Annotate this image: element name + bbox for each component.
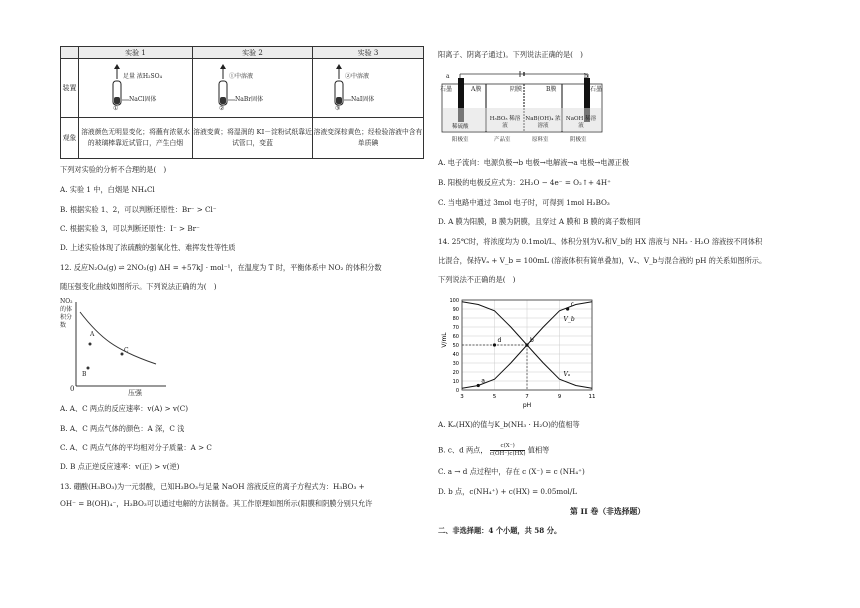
x-tick-label: 7 xyxy=(525,394,529,400)
y-tick-label: 80 xyxy=(452,316,459,322)
graphite-left: 石墨 xyxy=(440,86,453,93)
observation-3: 溶液变深棕黄色；经检验溶液中含有单质碘 xyxy=(313,118,424,159)
y-tick-label: 40 xyxy=(452,352,459,358)
q13-stem-line3: 阳离子、阴离子通过)。下列说法正确的是( ) xyxy=(438,50,583,59)
tube-num-1: ① xyxy=(113,105,119,112)
q12-xlabel: 压强 xyxy=(128,389,142,397)
solution-1: 稀硫酸 xyxy=(452,124,469,130)
solution-2: H₃BO₃ 稀溶液 xyxy=(489,116,521,129)
solution-3: NaB(OH)₄ 浓溶液 xyxy=(525,116,561,129)
q14-fraction xyxy=(490,443,526,458)
test-tube-icon xyxy=(79,59,192,115)
y-tick-label: 70 xyxy=(452,325,459,331)
q12-option-a: A. A、C 两点的反应速率：v(A) > v(C) xyxy=(60,404,189,413)
q12-point-b: B xyxy=(82,371,87,378)
solid-3: NaI固体 xyxy=(351,96,375,103)
q14-stem-line2: 比混合，保持Vₐ + V_b = 100mL (溶液体积有简单叠加)，Vₐ、V_b与混合液的 pH 的关系如图所示。 xyxy=(438,256,767,265)
y-axis-label: V/mL xyxy=(441,332,448,348)
data-point xyxy=(525,343,528,346)
series-label: V_b xyxy=(563,315,575,323)
data-point xyxy=(566,307,569,310)
q14-stem-line1: 14. 25℃时，将浓度均为 0.1mol/L、体积分别为Vₐ和V_b的 HX 溶液与 NH₃ · H₂O 溶液按不同体积 xyxy=(438,237,763,246)
test-tube-icon xyxy=(313,59,423,115)
y-tick-label: 0 xyxy=(455,388,459,394)
q13-option-c: C. 当电路中通过 3mol 电子时，可得到 1mol H₃BO₃ xyxy=(438,198,610,207)
q11-option-a: A. 实验 1 中，白烟是 NH₄Cl xyxy=(60,185,155,194)
y-tick-label: 50 xyxy=(452,343,459,349)
q14-option-d: D. b 点，c(NH₄⁺) + c(HX) = 0.05mol/L xyxy=(438,487,578,496)
membrane-anion: 阴膜 xyxy=(510,86,523,93)
q12-origin: 0 xyxy=(70,385,75,393)
reagent-3: ②中溶液 xyxy=(345,73,370,80)
room-anode: 阳极室 xyxy=(452,137,469,143)
q12-option-c: C. A、C 两点气体的平均相对分子质量：A > C xyxy=(60,443,212,452)
fraction-denominator: c(OH⁻)c(HX) xyxy=(489,451,526,457)
q12-point-a: A xyxy=(90,331,95,338)
part2-title: 第 II 卷（非选择题） xyxy=(570,507,646,516)
room-cathode: 阴极室 xyxy=(570,137,587,143)
tube-num-2: ② xyxy=(219,105,225,112)
part2-description: 二、非选择题：4 个小题，共 58 分。 xyxy=(438,526,562,535)
data-point xyxy=(477,384,480,387)
q12-option-b: B. A、C 两点气体的颜色：A 深，C 浅 xyxy=(60,424,185,433)
solution-4: NaOH 稀溶液 xyxy=(565,116,597,129)
y-tick-label: 100 xyxy=(449,298,459,304)
series-label: Vₐ xyxy=(563,371,571,379)
header-exp2: 实验 2 xyxy=(193,47,313,59)
q12-ylabel: NO₂的体积分数 xyxy=(60,298,73,329)
q14-option-c: C. a → d 点过程中，存在 c (X⁻) = c (NH₄⁺) xyxy=(438,467,585,476)
membrane-b: B膜 xyxy=(546,86,557,93)
electrode-b-label: b xyxy=(584,73,588,80)
reagent-2: ①中溶液 xyxy=(229,73,254,80)
q13-option-d: D. A 膜为阳膜，B 膜为阴膜，且穿过 A 膜和 B 膜的离子数相同 xyxy=(438,217,641,226)
room-feed: 原料室 xyxy=(532,137,549,143)
apparatus-2 xyxy=(193,59,313,118)
q14-option-b-prefix: B. c、d 两点， xyxy=(438,445,488,455)
electrolysis-cell-diagram xyxy=(438,70,608,145)
q11-option-c: C. 根据实验 3，可以判断还原性：I⁻ > Br⁻ xyxy=(60,224,200,233)
apparatus-1 xyxy=(79,59,193,118)
experiment-table xyxy=(60,46,424,159)
test-tube-icon xyxy=(193,59,312,115)
data-point xyxy=(493,343,496,346)
x-axis-label: pH xyxy=(522,402,532,409)
y-tick-label: 30 xyxy=(452,361,459,367)
q12-point-c: C xyxy=(124,347,129,354)
solid-2: NaBr固体 xyxy=(235,96,264,103)
point-label: b xyxy=(530,337,534,344)
row-label-observation: 观象 xyxy=(61,118,79,159)
x-tick-label: 9 xyxy=(557,394,562,400)
q13-option-b: B. 阳极的电极反应式为：2H₂O − 4e⁻ = O₂↑+ 4H⁺ xyxy=(438,178,611,187)
q11-option-d: D. 上述实验体现了浓硫酸的强氧化性、难挥发性等性质 xyxy=(60,243,236,252)
x-tick-label: 3 xyxy=(460,394,464,400)
table-corner xyxy=(61,47,79,59)
apparatus-3 xyxy=(313,59,424,118)
q14-option-b xyxy=(438,443,549,458)
observation-1: 溶液颜色无明显变化；将蘸有浓氨水的玻璃棒靠近试管口，产生白烟 xyxy=(79,118,193,159)
y-tick-label: 20 xyxy=(452,370,459,376)
q13-stem-line2: OH⁻ = B(OH)₄⁻，H₃BO₃可以通过电解的方法制备。其工作原理如图所示(阳膜和阴膜分别只允许 xyxy=(60,499,373,508)
tube-num-3: ③ xyxy=(335,105,341,112)
point-label: c xyxy=(570,301,574,308)
q11-option-b: B. 根据实验 1、2，可以判断还原性：Br⁻ > Cl⁻ xyxy=(60,205,217,214)
solid-1: NaCl固体 xyxy=(129,96,157,103)
graphite-right: 石墨 xyxy=(590,86,603,93)
q14-stem-line3: 下列说法不正确的是( ) xyxy=(438,275,516,284)
reagent-1: 足量 浓H₂SO₄ xyxy=(123,73,162,80)
q11-stem: 下列对实验的分析不合理的是( ) xyxy=(60,165,167,174)
q14-ph-volume-chart xyxy=(438,292,608,414)
q13-stem-line1: 13. 硼酸(H₃BO₃)为一元弱酸，已知H₃BO₃与足量 NaOH 溶液反应的离子方程式为：H₃BO₃ + xyxy=(60,482,365,491)
header-exp1: 实验 1 xyxy=(79,47,193,59)
q14-option-a: A. Kₐ(HX)的值与K_b(NH₃ · H₂O)的值相等 xyxy=(438,420,580,429)
q12-stem-line2: 随压强变化曲线如图所示。下列说法正确的为( ) xyxy=(60,282,217,291)
q13-option-a: A. 电子流向：电源负极→b 电极→电解液→a 电极→电源正极 xyxy=(438,158,630,167)
q12-option-d: D. B 点正逆反应速率：v(正) > v(逆) xyxy=(60,462,180,471)
x-tick-label: 5 xyxy=(492,394,497,400)
electrode-a-label: a xyxy=(446,73,450,80)
room-product: 产品室 xyxy=(494,137,511,143)
membrane-a: A膜 xyxy=(471,86,482,93)
y-tick-label: 60 xyxy=(452,334,459,340)
point-label: a xyxy=(481,377,485,385)
q14-option-b-suffix: 值相等 xyxy=(527,445,550,455)
fraction-numerator: c(X⁻) xyxy=(490,443,526,451)
x-tick-label: 11 xyxy=(588,394,596,400)
q12-stem-line1: 12. 反应N₂O₄(g) ⇌ 2NO₂(g) ΔH = +57kJ · mol⁻¹，在温度为 T 时，平衡体系中 NO₂ 的体积分数 xyxy=(60,263,382,272)
header-exp3: 实验 3 xyxy=(313,47,424,59)
y-tick-label: 10 xyxy=(452,379,459,385)
point-label: d xyxy=(497,337,502,344)
y-tick-label: 90 xyxy=(452,307,459,313)
q12-chart xyxy=(60,298,170,398)
row-label-apparatus: 装置 xyxy=(61,59,79,118)
observation-2: 溶液变黄；将湿润的 KI－淀粉试纸靠近试管口，变蓝 xyxy=(193,118,313,159)
